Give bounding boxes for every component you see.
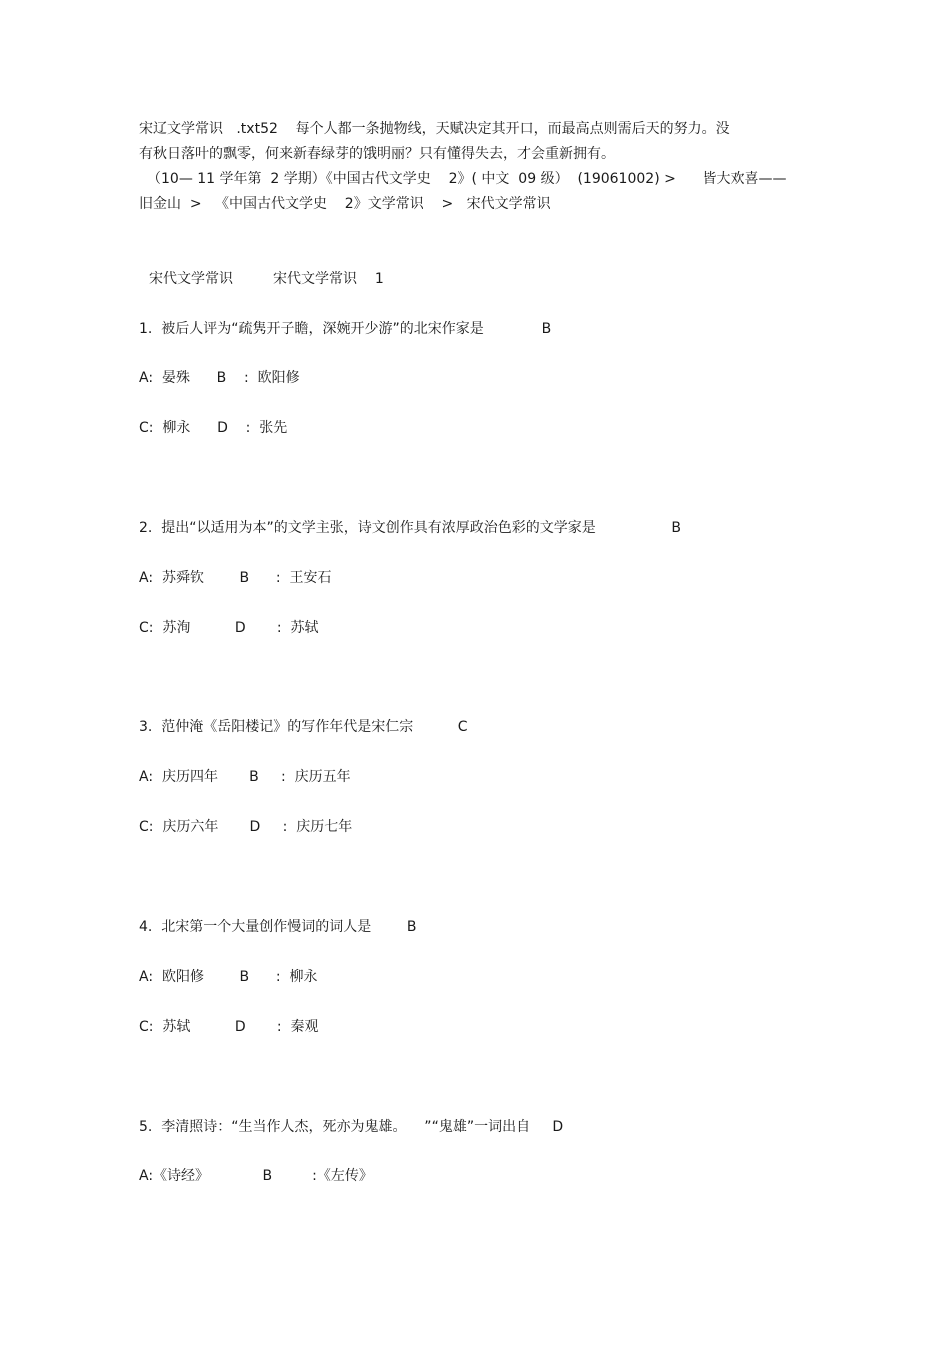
question-2: 2. 提出“以适用为本”的文学主张，诗文创作具有浓厚政治色彩的文学家是 B (139, 520, 682, 536)
question-1: 1. 被后人评为“疏隽开子瞻，深婉开少游”的北宋作家是 B (139, 321, 552, 337)
question-4-options-cd: C: 苏轼 D : 秦观 (139, 1019, 319, 1035)
header-line-4: 旧金山 > 《中国古代文学史 2》文学常识 > 宋代文学常识 (139, 196, 551, 212)
section-title: 宋代文学常识 宋代文学常识 1 (149, 271, 384, 287)
question-4-options-ab: A: 欧阳修 B : 柳永 (139, 969, 318, 985)
question-1-options-ab: A: 晏殊 B : 欧阳修 (139, 370, 300, 386)
question-5: 5. 李清照诗：“生当作人杰，死亦为鬼雄。 ”“鬼雄”一词出自 D (139, 1119, 564, 1135)
question-2-options-cd: C: 苏洵 D : 苏轼 (139, 620, 319, 636)
header-line-2: 有秋日落叶的飘零，何来新春绿芽的饿明丽？只有懂得失去，才会重新拥有。 (139, 146, 615, 162)
header-line-3: （10— 11 学年第 2 学期）《中国古代文学史 2》( 中文 09 级） (19061002) > 皆大欢喜—— (147, 171, 787, 187)
question-3: 3. 范仲淹《岳阳楼记》的写作年代是宋仁宗 C (139, 719, 468, 735)
question-1-options-cd: C: 柳永 D : 张先 (139, 420, 288, 436)
question-3-options-cd: C: 庆历六年 D : 庆历七年 (139, 819, 353, 835)
question-3-options-ab: A: 庆历四年 B : 庆历五年 (139, 769, 351, 785)
header-line-1: 宋辽文学常识 .txt52 每个人都一条抛物线，天赋决定其开口，而最高点则需后天的努力。没 (139, 121, 730, 137)
question-5-options-ab: A:《诗经》 B :《左传》 (139, 1168, 373, 1184)
question-2-options-ab: A: 苏舜钦 B : 王安石 (139, 570, 332, 586)
question-4: 4. 北宋第一个大量创作慢词的词人是 B (139, 919, 417, 935)
